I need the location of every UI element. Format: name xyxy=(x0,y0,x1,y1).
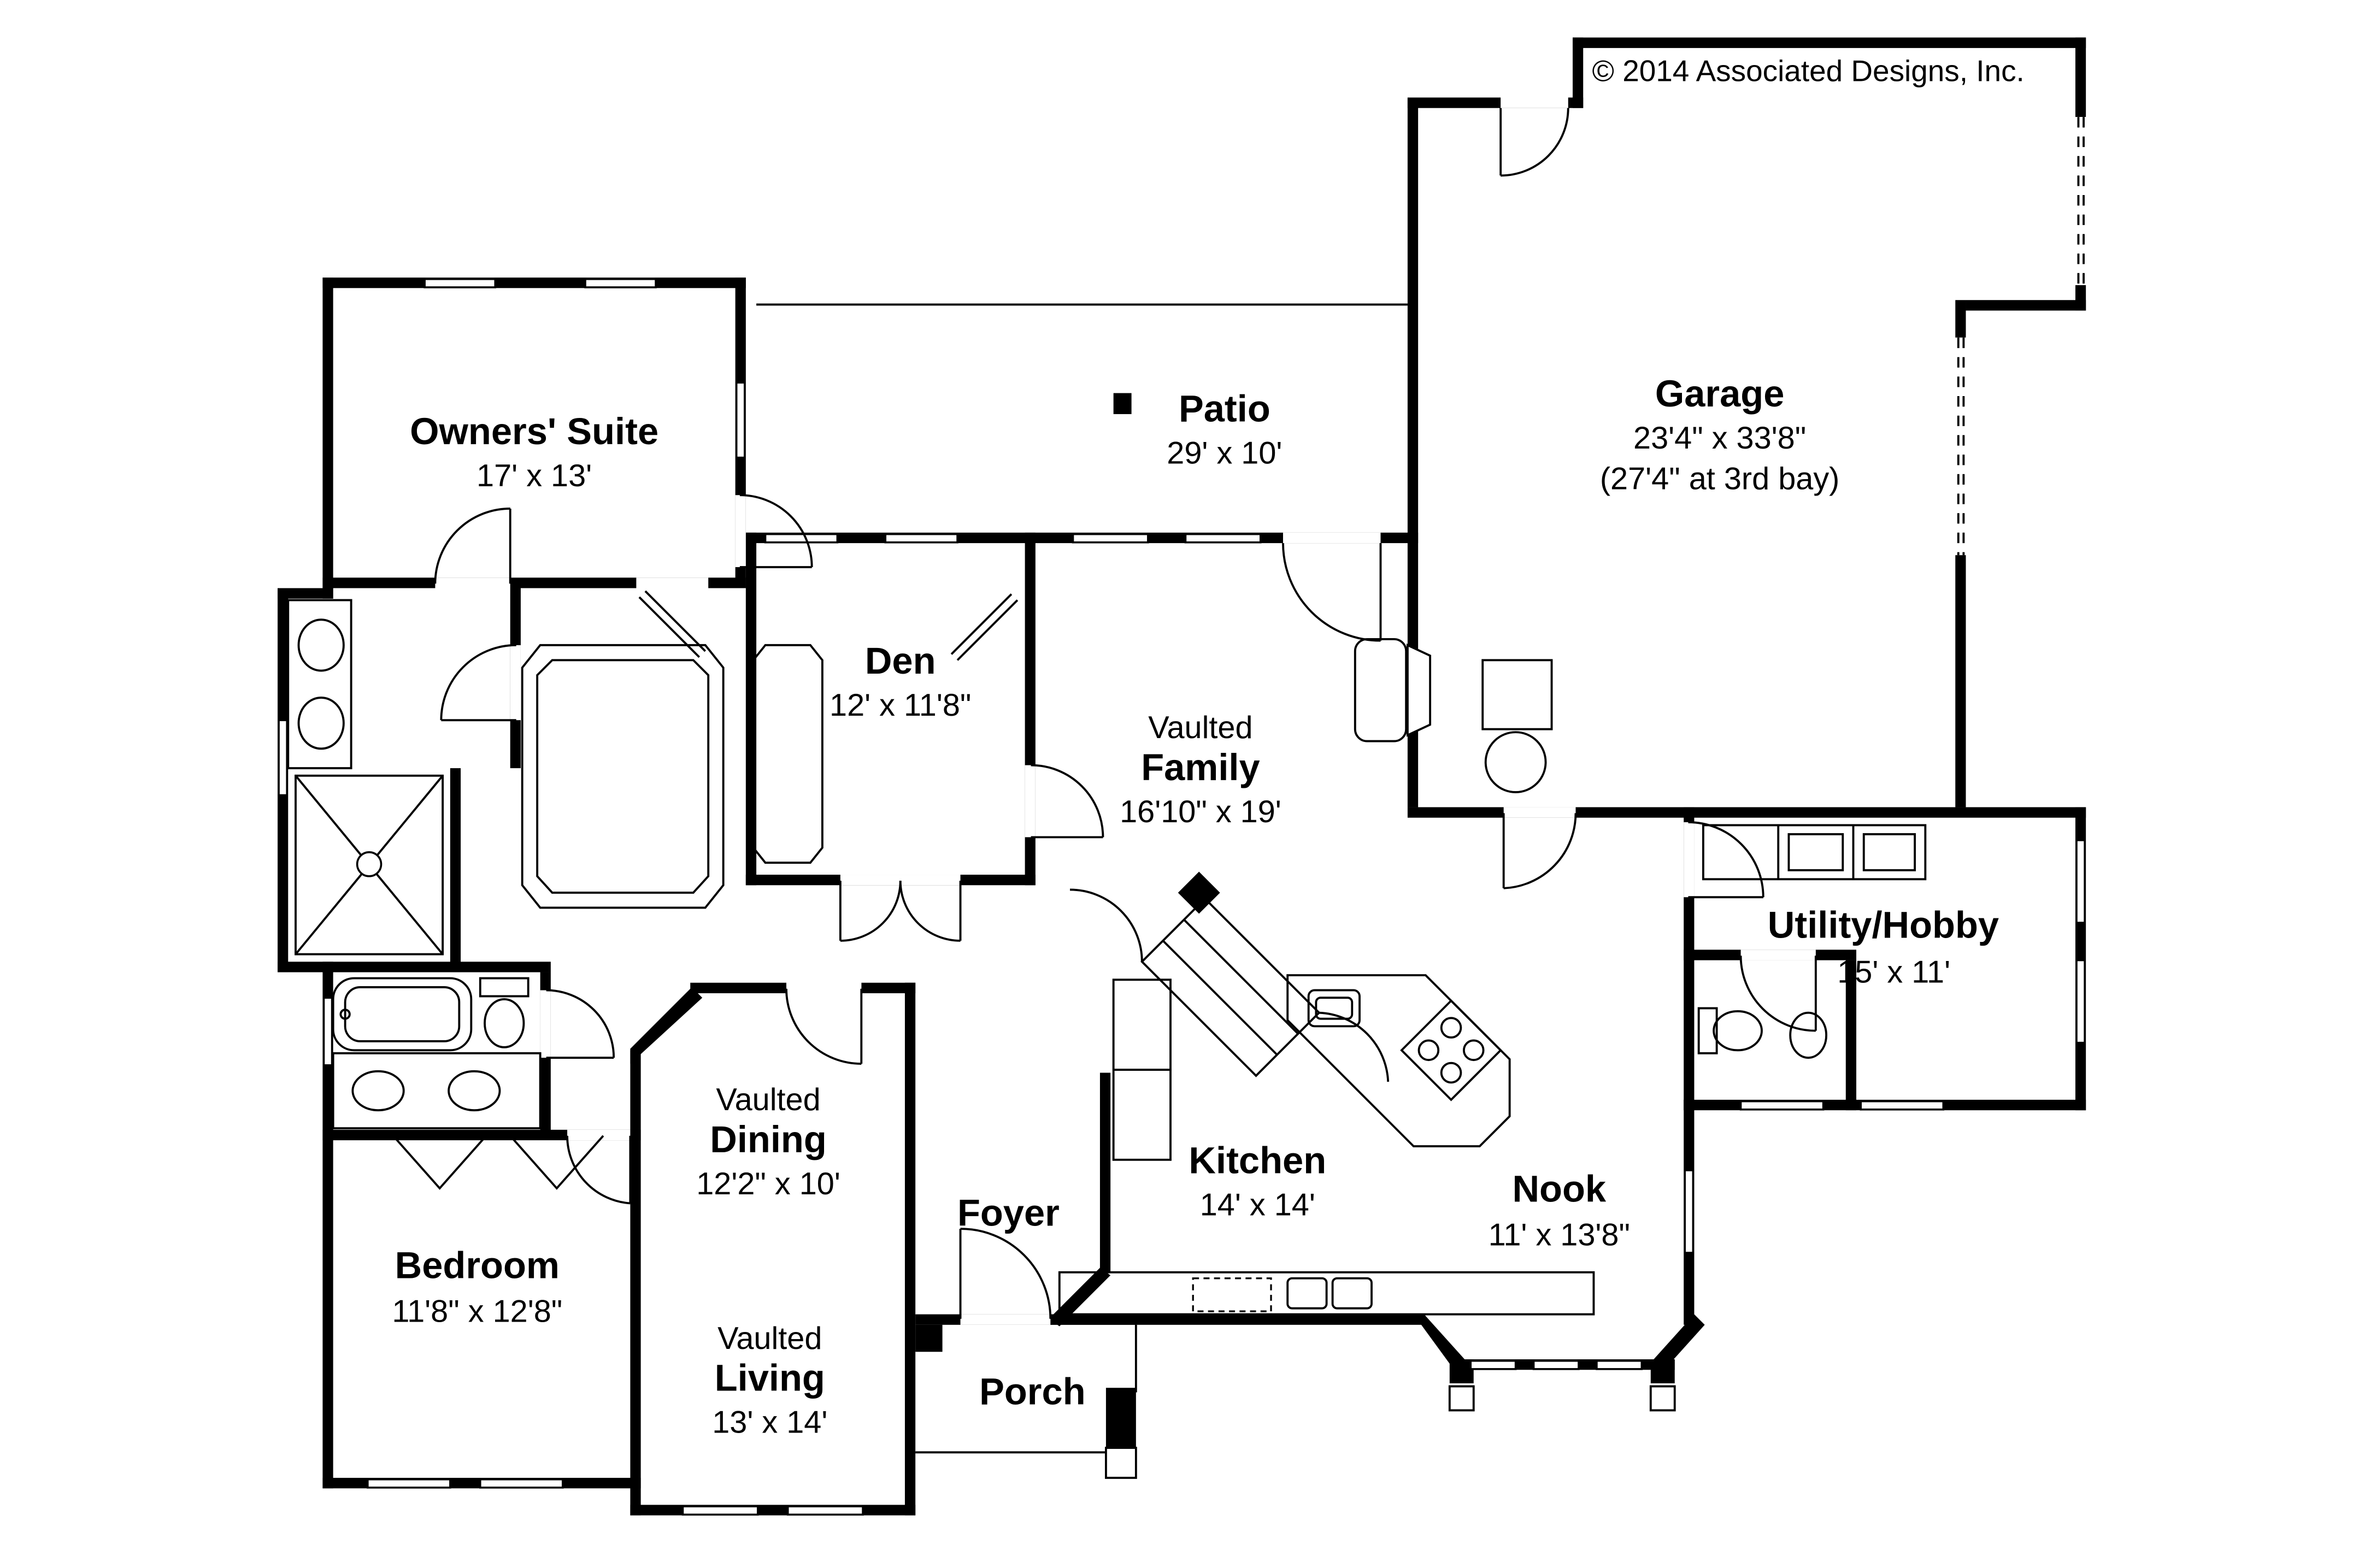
toilet xyxy=(480,978,528,997)
utility-label: Utility/Hobby xyxy=(1767,904,1999,946)
sink-basin xyxy=(1333,1278,1372,1308)
washer xyxy=(1789,834,1843,870)
nook-dims: 11' x 13'8" xyxy=(1488,1217,1630,1253)
porch-step xyxy=(1106,1448,1136,1478)
dining-vaulted: Vaulted xyxy=(716,1082,821,1118)
den-closet xyxy=(754,645,822,863)
den-label: Den xyxy=(864,640,936,682)
sink xyxy=(352,1071,403,1110)
dishwasher xyxy=(1193,1278,1271,1311)
water-heater xyxy=(1486,732,1546,792)
family-dims: 16'10" x 19' xyxy=(1120,794,1281,829)
utility-dims: 15' x 11' xyxy=(1837,954,1951,990)
kitchen-label: Kitchen xyxy=(1189,1139,1327,1182)
porch-label: Porch xyxy=(979,1370,1086,1413)
living-label: Living xyxy=(714,1357,825,1399)
bedroom-label: Bedroom xyxy=(395,1244,560,1287)
patio-post xyxy=(1114,393,1132,414)
garage-label: Garage xyxy=(1655,373,1785,415)
garage-dims: 23'4" x 33'8" xyxy=(1633,421,1807,456)
living-vaulted: Vaulted xyxy=(717,1321,822,1356)
porch-step xyxy=(1106,1388,1136,1448)
kitchen-island xyxy=(1287,975,1509,1146)
den-dims: 12' x 11'8" xyxy=(830,687,972,723)
sink xyxy=(449,1071,499,1110)
furnace xyxy=(1483,660,1551,729)
bedroom-dims: 11'8" x 12'8" xyxy=(392,1294,563,1329)
closet-door xyxy=(510,1136,603,1188)
foyer-label: Foyer xyxy=(957,1192,1060,1234)
copyright-label: © 2014 Associated Designs, Inc. xyxy=(1592,54,2025,88)
dryer xyxy=(1864,834,1915,870)
owners-suite-label: Owners' Suite xyxy=(410,410,659,452)
nook-label: Nook xyxy=(1512,1168,1607,1210)
dining-label: Dining xyxy=(710,1118,827,1161)
vanity xyxy=(333,1053,540,1128)
patio-dims: 29' x 10' xyxy=(1167,435,1283,471)
family-vaulted: Vaulted xyxy=(1148,710,1253,746)
sink xyxy=(1790,1013,1826,1058)
sink xyxy=(298,698,343,748)
family-label: Family xyxy=(1141,746,1260,789)
living-dims: 13' x 14' xyxy=(712,1405,828,1440)
sink-basin xyxy=(1287,1278,1326,1308)
fireplace xyxy=(1408,645,1430,735)
kitchen-dims: 14' x 14' xyxy=(1199,1187,1315,1223)
sink xyxy=(298,620,343,670)
patio-label: Patio xyxy=(1178,387,1270,430)
vanity xyxy=(288,600,351,768)
pantry-diagonal xyxy=(1142,899,1319,1076)
doors xyxy=(435,108,1815,1319)
hearth xyxy=(1355,639,1406,741)
dining-dims: 12'2" x 10' xyxy=(696,1166,840,1201)
owners-suite-dims: 17' x 13' xyxy=(477,458,592,493)
cooktop xyxy=(1402,1001,1501,1100)
shower-drain xyxy=(357,852,381,876)
garage-note: (27'4" at 3rd bay) xyxy=(1599,461,1840,497)
closet-door xyxy=(393,1136,486,1188)
wardrobe xyxy=(522,645,723,908)
